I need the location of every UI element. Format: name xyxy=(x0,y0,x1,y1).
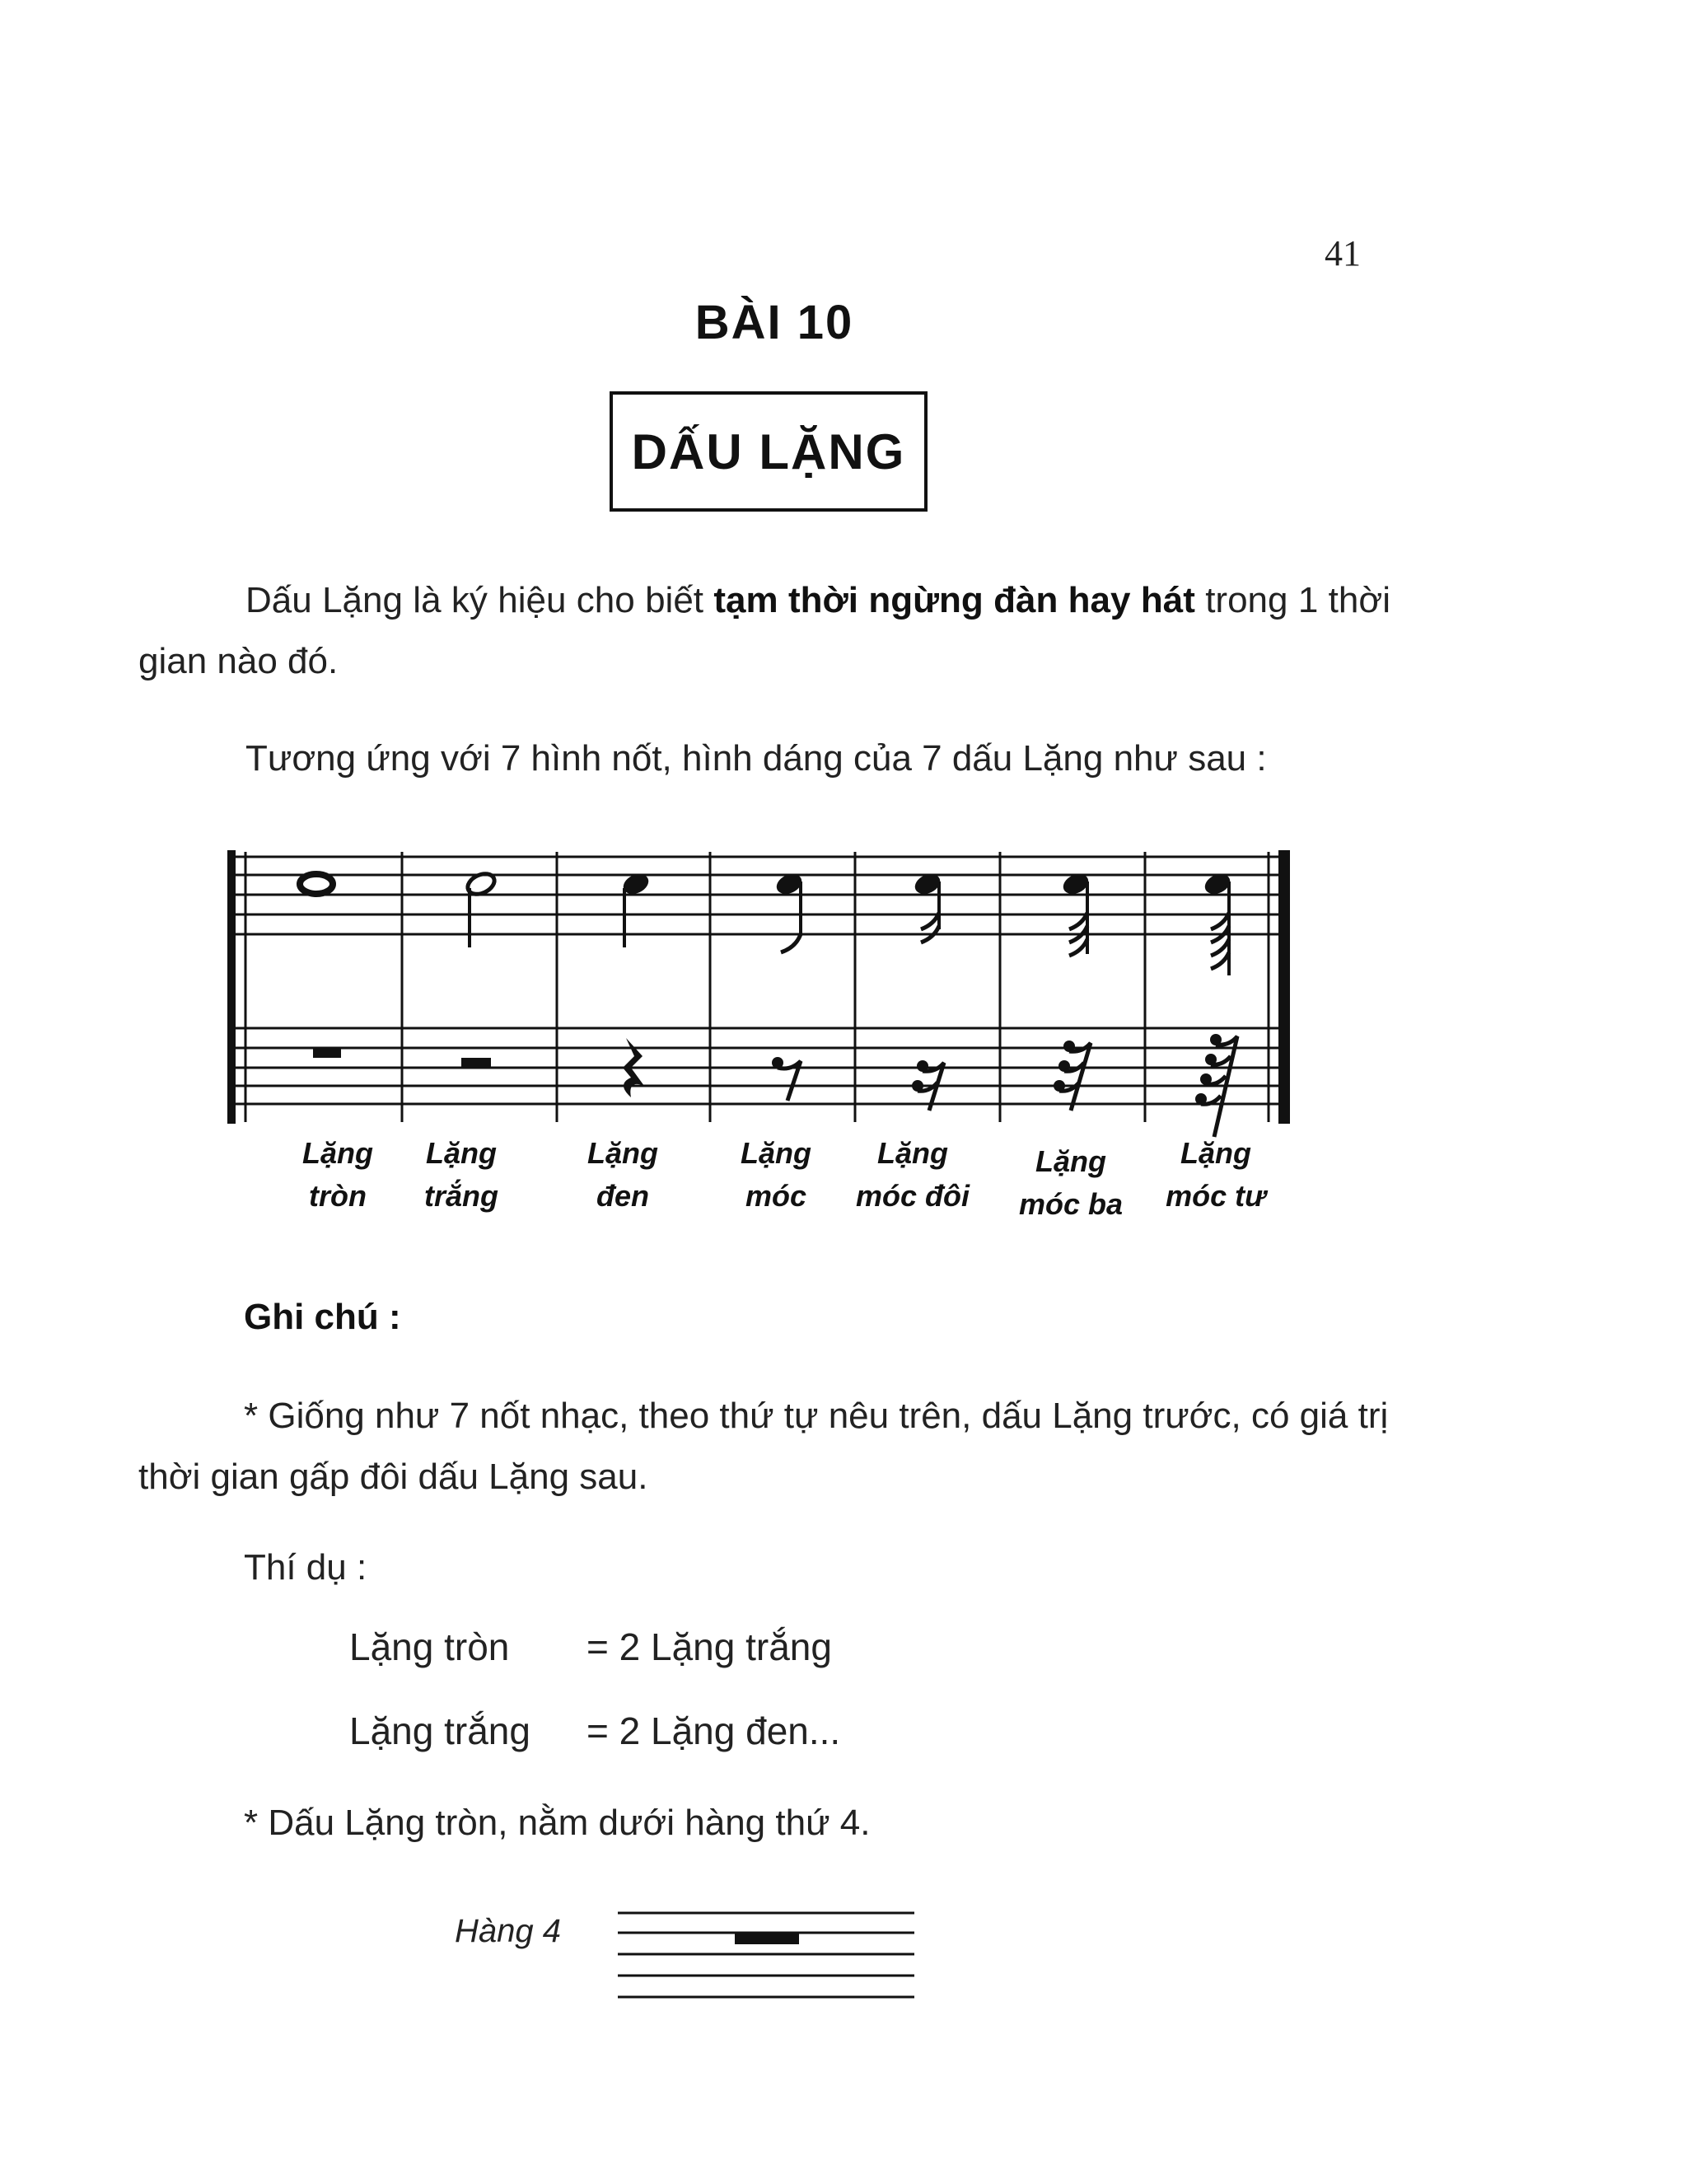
rest-label-line1: Lặng xyxy=(587,1136,658,1170)
note-2-paragraph: * Dấu Lặng tròn, nằm dưới hàng thứ 4. xyxy=(244,1803,871,1843)
rest-label-thirty-second xyxy=(1005,1140,1137,1226)
rest-label-eighth xyxy=(710,1132,842,1218)
eighth-rest xyxy=(772,1057,801,1101)
rest-label-sixteenth xyxy=(847,1132,979,1218)
example-2-right: = 2 Lặng đen... xyxy=(586,1709,841,1752)
rest-label-line1: Lặng xyxy=(877,1136,948,1170)
topic-box xyxy=(610,391,928,512)
rest-label-line2: móc đôi xyxy=(855,1179,970,1213)
rest-label-line2: đen xyxy=(596,1179,649,1213)
half-rest xyxy=(461,1058,491,1068)
rest-label-line2: móc ba xyxy=(1018,1187,1124,1221)
whole-rest-example xyxy=(735,1933,799,1944)
rest-label-line2: móc xyxy=(745,1179,807,1213)
rest-label-line1: Lặng xyxy=(1035,1144,1106,1178)
lower-staff xyxy=(229,1028,1285,1104)
intro-text-end: trong 1 thời gian nào đó. xyxy=(138,580,1390,681)
intro-text-start: Dấu Lặng là ký hiệu cho biết xyxy=(245,580,714,620)
sixteenth-note xyxy=(912,870,943,942)
rest-label-line1: Lặng xyxy=(1180,1136,1251,1170)
rest-label-quarter xyxy=(557,1132,689,1218)
rest-label-line1: Lặng xyxy=(302,1136,373,1170)
whole-note xyxy=(300,874,333,894)
rest-label-whole xyxy=(272,1132,404,1218)
page-number: 41 xyxy=(1325,233,1361,274)
whole-rest xyxy=(313,1048,341,1058)
note-1-paragraph: * Giống như 7 nốt nhạc, theo thứ tự nêu trên, dấu Lặng trước, có giá trị thời gian gấp đôi dấu Lặng sau. xyxy=(138,1396,1389,1497)
notes-heading: Ghi chú : xyxy=(244,1297,401,1337)
intro-sentence-2: Tương ứng với 7 hình nốt, hình dáng của 7 dấu Lặng như sau : xyxy=(245,738,1267,779)
intro-bold-text: tạm thời ngừng đàn hay hát xyxy=(713,580,1195,620)
line-4-label: Hàng 4 xyxy=(455,1913,561,1949)
quarter-note xyxy=(620,870,652,947)
rest-label-line2: móc tư xyxy=(1166,1179,1266,1213)
end-thick-barline xyxy=(1278,850,1290,1124)
start-thick-barline xyxy=(227,850,236,1124)
example-1-left: Lặng tròn xyxy=(349,1625,510,1668)
note-rest-chart xyxy=(0,840,1687,1244)
example-1-right: = 2 Lặng trắng xyxy=(586,1625,832,1668)
upper-staff xyxy=(229,857,1285,934)
rest-label-line2: tròn xyxy=(309,1179,367,1213)
thirty-second-note xyxy=(1060,870,1091,956)
rest-label-half xyxy=(395,1132,527,1218)
thirty-second-rest xyxy=(1054,1041,1091,1111)
eighth-note xyxy=(773,870,805,952)
example-label: Thí dụ : xyxy=(244,1547,367,1588)
topic-title: DẤU LẶNG xyxy=(631,423,906,479)
rest-label-line1: Lặng xyxy=(741,1136,811,1170)
intro-paragraph xyxy=(138,570,1390,692)
rest-label-line1: Lặng xyxy=(426,1136,497,1170)
small-staff-example xyxy=(610,1903,923,2027)
barlines xyxy=(245,852,1269,1122)
rest-label-line2: trắng xyxy=(424,1179,498,1213)
rest-label-sixty-fourth xyxy=(1150,1132,1282,1218)
lesson-title: BÀI 10 xyxy=(694,296,854,349)
example-2-left: Lặng trắng xyxy=(349,1709,530,1752)
sixty-fourth-note xyxy=(1202,870,1233,975)
half-note xyxy=(465,870,498,947)
